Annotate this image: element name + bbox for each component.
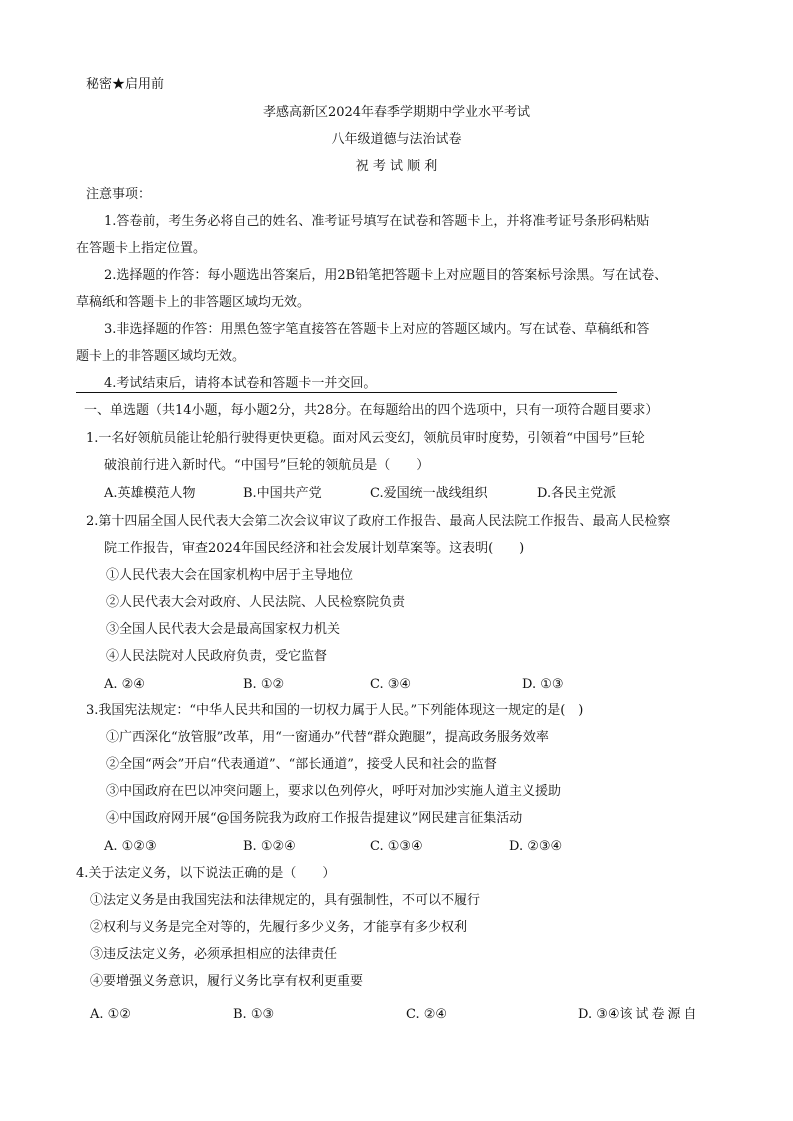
q3-statement-2: ②全国“两会”开启“代表通道”、“部长通道”，接受人民和社会的监督 [106, 757, 497, 772]
secret-label: 秘密★启用前 [86, 77, 165, 92]
exam-title: 孝感高新区2024年春季学期期中学业水平考试 [262, 105, 531, 120]
q3-statement-3: ③中国政府在巴以冲突问题上，要求以色列停火，呼吁对加沙实施人道主义援助 [106, 784, 562, 799]
notice-heading: 注意事项： [86, 187, 152, 202]
q3-option-d: D. ②③④ [509, 839, 563, 854]
q3-statement-1: ①广西深化“放管服”改革，用“一窗通办”代替“群众跑腿”，提高政务服务效率 [106, 730, 549, 745]
good-luck-line: 祝 考 试 顺 利 [355, 159, 438, 174]
q4-statement-2: ②权利与义务是完全对等的，先履行多少义务，才能享有多少权利 [90, 920, 468, 935]
question-2-stem: 2.第十四届全国人民代表大会第二次会议审议了政府工作报告、最高人民法院工作报告、最高人民检察 [86, 514, 671, 529]
q2-statement-3: ③全国人民代表大会是最高国家权力机关 [106, 622, 341, 637]
q4-statement-1: ①法定义务是由我国宪法和法律规定的，具有强制性，不可以不履行 [90, 893, 481, 908]
q1-option-d: D.各民主党派 [537, 486, 617, 501]
notice-item-3-cont: 题卡上的非答题区域均无效。 [76, 349, 246, 364]
section-heading: 一、单选题（共14小题，每小题2分，共28分。在每题给出的四个选项中，只有一项符合题目要求） [84, 403, 659, 418]
q4-option-d-label: D. ③④ [578, 1007, 620, 1022]
q1-option-b: B.中国共产党 [243, 486, 322, 501]
question-2-stem-cont: 院工作报告，审查2024年国民经济和社会发展计划草案等。这表明( ) [104, 541, 525, 556]
source-watermark-text: 该试卷源自 [619, 1007, 700, 1022]
q3-statement-4: ④中国政府网开展“@国务院我为政府工作报告提建议”网民建言征集活动 [106, 811, 523, 826]
notice-item-1-cont: 在答题卡上指定位置。 [76, 241, 207, 256]
q4-option-a: A. ①② [90, 1007, 131, 1022]
q1-option-a: A.英雄模范人物 [104, 486, 196, 501]
q3-option-c: C. ①③④ [370, 839, 423, 854]
question-3-stem: 3.我国宪法规定：“中华人民共和国的一切权力属于人民。”下列能体现这一规定的是( ) [86, 703, 584, 718]
q4-option-b: B. ①③ [233, 1007, 275, 1022]
q4-option-d [578, 1006, 700, 1024]
q4-statement-3: ③违反法定义务，必须承担相应的法律责任 [90, 947, 338, 962]
notice-item-1: 1.答卷前，考生务必将自己的姓名、准考证号填写在试卷和答题卡上，并将准考证号条形码粘贴 [104, 214, 650, 229]
q4-option-c: C. ②④ [406, 1007, 448, 1022]
exam-subtitle: 八年级道德与法治试卷 [331, 132, 462, 147]
question-1-stem: 1.一名好领航员能让轮船行驶得更快更稳。面对风云变幻，领航员审时度势，引领着“中国号”巨轮 [86, 431, 645, 446]
notice-divider [76, 392, 617, 393]
question-1-stem-cont: 破浪前行进入新时代。“中国号”巨轮的领航员是（ ） [104, 458, 430, 473]
q2-statement-2: ②人民代表大会对政府、人民法院、人民检察院负责 [106, 595, 406, 610]
q2-option-d: D. ①③ [522, 677, 564, 692]
question-4-stem: 4.关于法定义务，以下说法正确的是（ ） [76, 866, 336, 881]
q1-option-c: C.爱国统一战线组织 [370, 486, 488, 501]
notice-item-4: 4.考试结束后，请将本试卷和答题卡一并交回。 [104, 376, 377, 391]
notice-item-3: 3.非选择题的作答：用黑色签字笔直接答在答题卡上对应的答题区域内。写在试卷、草稿纸和答 [104, 322, 650, 337]
q2-statement-4: ④人民法院对人民政府负责，受它监督 [106, 649, 328, 664]
q3-option-a: A. ①②③ [104, 839, 157, 854]
q2-option-b: B. ①② [243, 677, 285, 692]
q3-option-b: B. ①②④ [243, 839, 296, 854]
notice-item-2-cont: 草稿纸和答题卡上的非答题区域均无效。 [76, 295, 311, 310]
q2-option-c: C. ③④ [370, 677, 412, 692]
q4-statement-4: ④要增强义务意识，履行义务比享有权利更重要 [90, 974, 364, 989]
q2-option-a: A. ②④ [104, 677, 145, 692]
q2-statement-1: ①人民代表大会在国家机构中居于主导地位 [106, 568, 354, 583]
notice-item-2: 2.选择题的作答：每小题选出答案后，用2B铅笔把答题卡上对应题目的答案标号涂黑。写在试卷、 [104, 268, 668, 283]
